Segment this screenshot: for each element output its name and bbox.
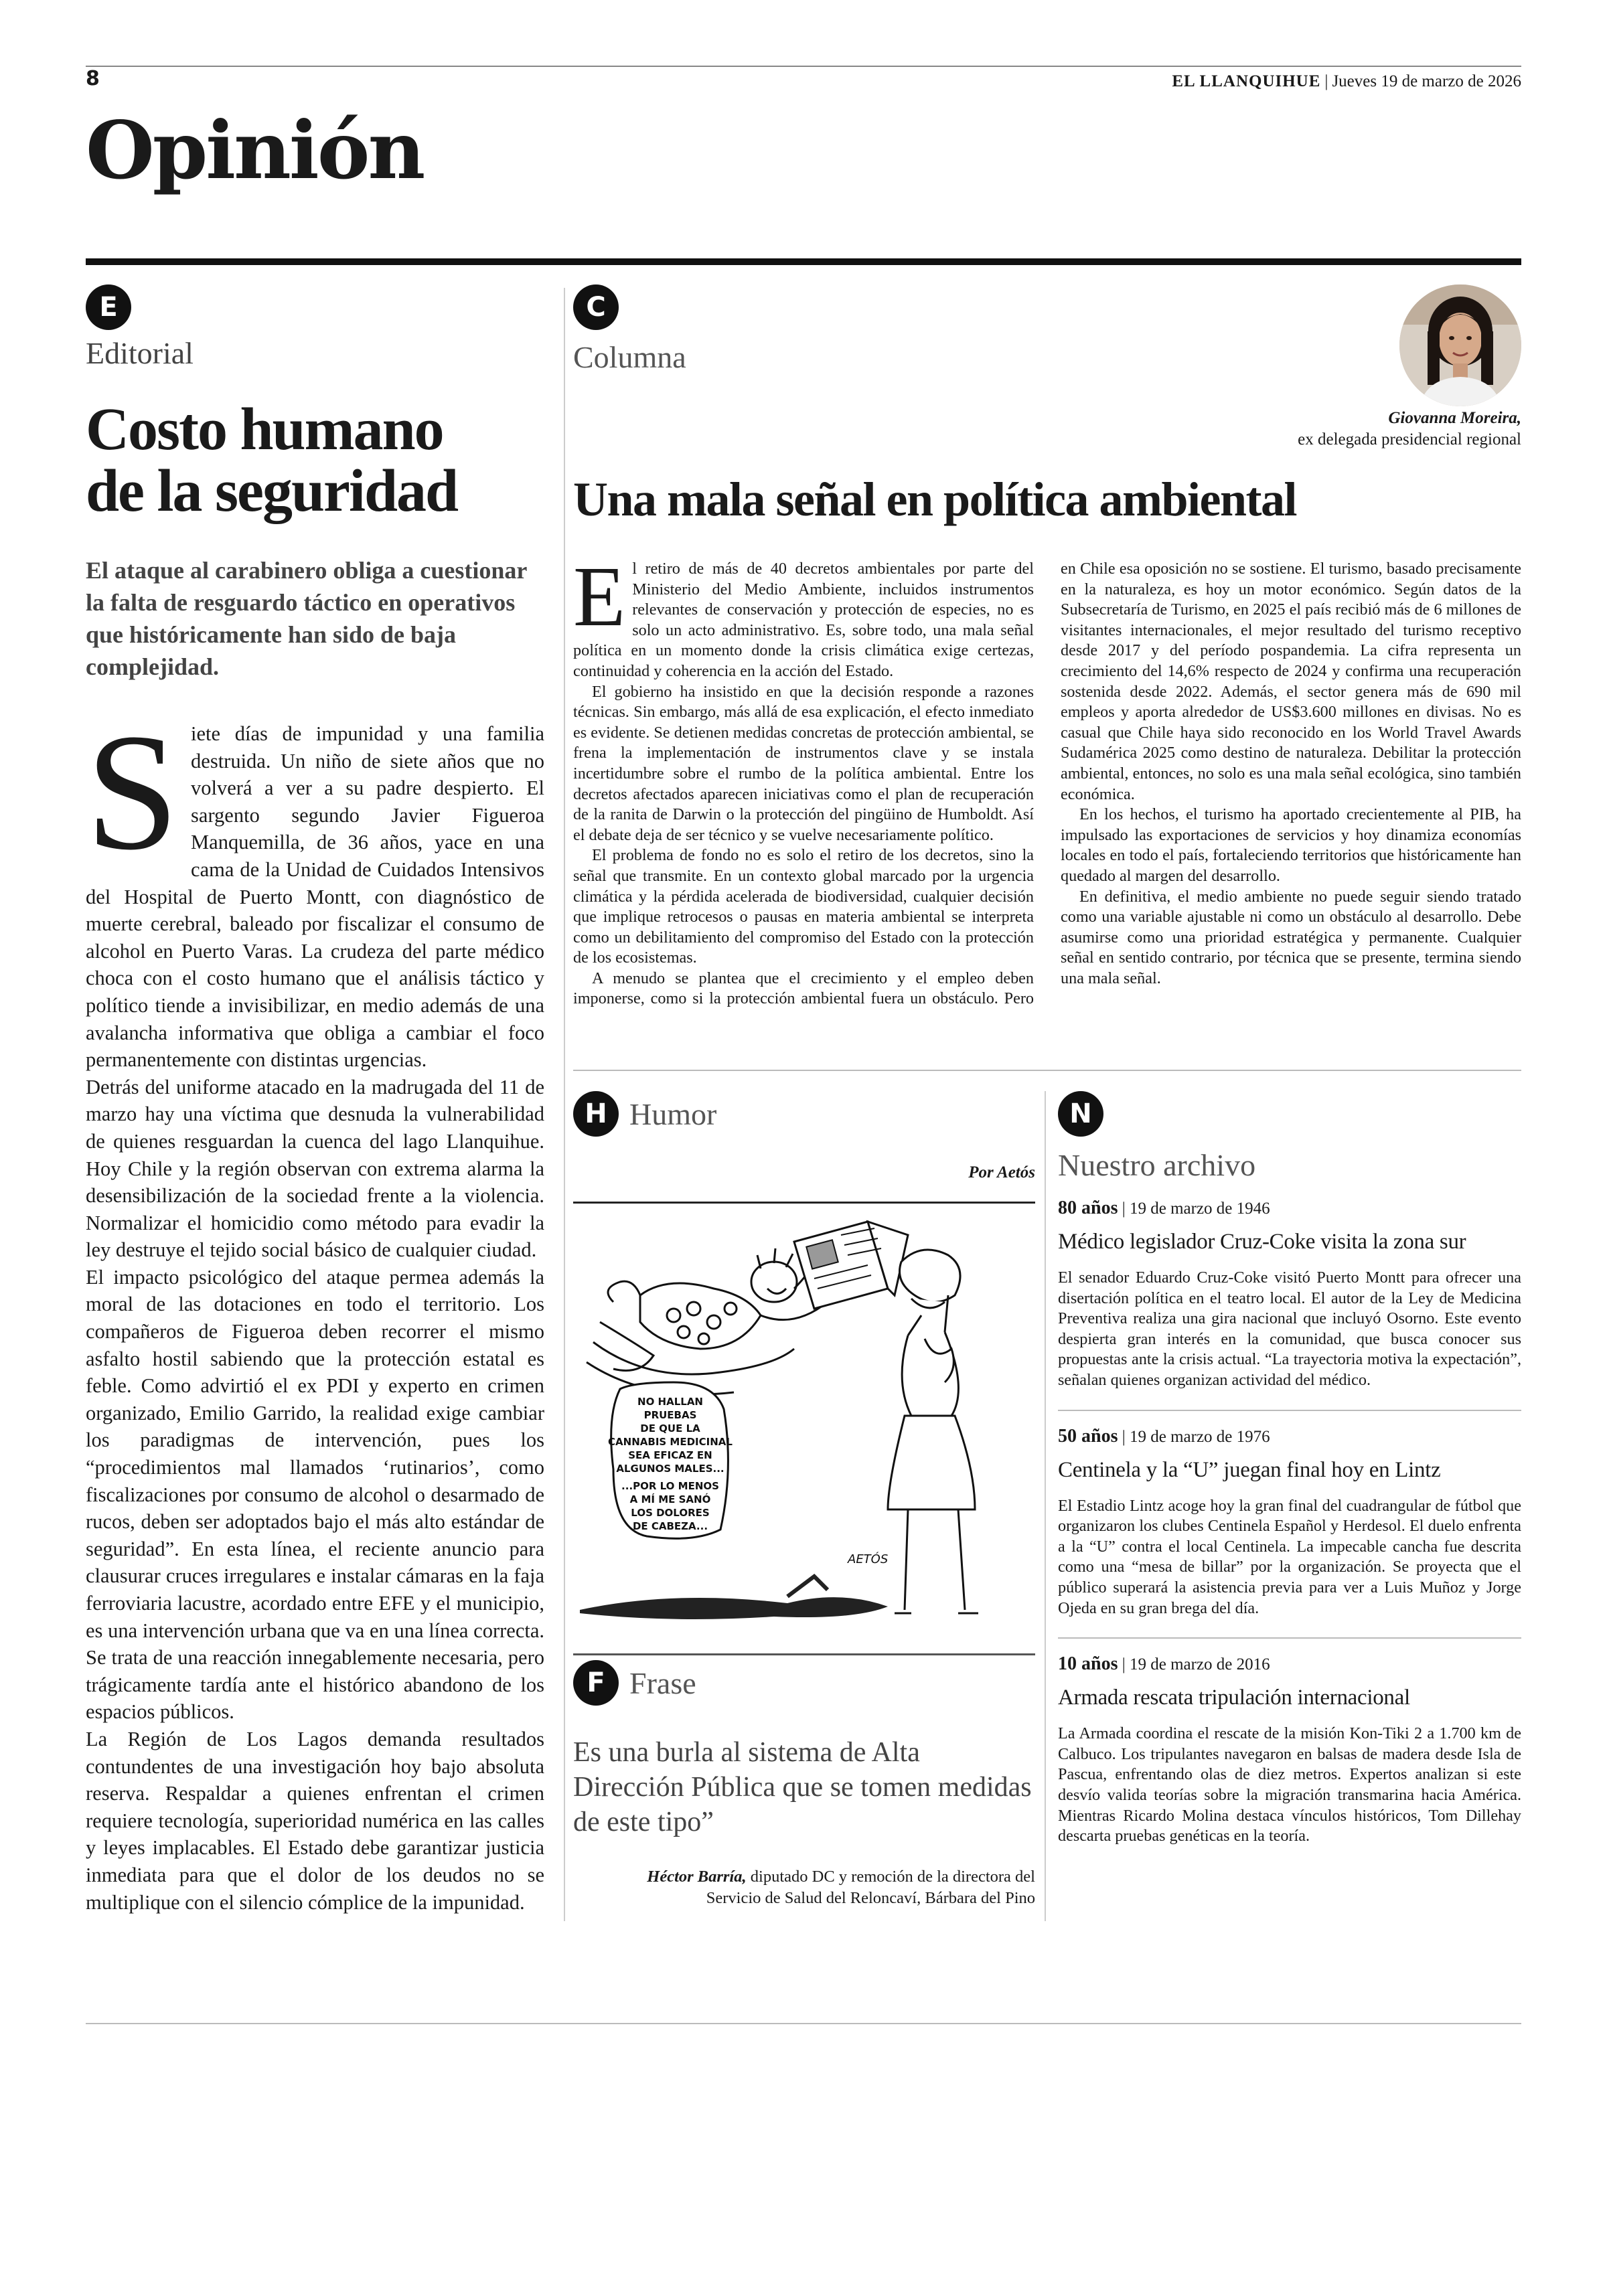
author-avatar xyxy=(1399,284,1521,406)
editorial-column xyxy=(86,284,544,1916)
humor-header xyxy=(573,1091,1035,1137)
editorial-paragraph: Detrás del uniforme atacado en la madrugada del 11 de marzo hay una víctima que desnuda la vulnerabilidad de quienes resguardan la cuenca del lago Llanquihue. Hoy Chile y la región observan con extrema alarma la desensibilización de la sociedad frente a la violencia. Normalizar el homicidio como método para evadir la ley destruye el tejido social básico de cualquier ciudad. xyxy=(86,1075,544,1262)
quote-citation xyxy=(573,1866,1035,1909)
brand-name: EL LLANQUIHUE xyxy=(1172,72,1321,90)
quote-author-role-line2: Servicio de Salud del Reloncaví, Bárbara del Pino xyxy=(706,1889,1035,1907)
archive-headline: Médico legislador Cruz-Coke visita la zona sur xyxy=(1058,1230,1466,1254)
humor-title: Humor xyxy=(629,1096,717,1131)
page-number: 8 xyxy=(86,67,100,90)
bubble-line: A MÍ ME SANÓ xyxy=(629,1493,711,1505)
archive-section xyxy=(1058,1091,1521,1847)
archive-date: 80 años | 19 de marzo de 1946 xyxy=(1058,1198,1270,1218)
bubble-line: LOS DOLORES xyxy=(631,1507,710,1519)
quote-text: Es una burla al sistema de Alta Dirección Pública que se tomen medidas de este tipo” xyxy=(573,1737,1032,1837)
editorial-paragraph: El impacto psicológico del ataque permea además la moral de las dotaciones en todo el territorio. Los compañeros de Figueroa deben recorrer el mismo asfalto hostil sabiendo que la protección estatal es feble. Como advirtió el ex PDI y experto en crimen organizado, Emilio Garrido, la realidad exige cambiar los paradigmas de intervención, pues los “procedimientos mal llamados ‘rutinarios’, como fiscalizaciones por consumo de alcohol o desarmado de rucos, deben ser adoptados bajo el más alto estándar de seguridad”. En esta línea, el reciente anuncio para clausurar cruces irregulares e instalar cámaras en la faja ferroviaria lacustre, acordado entre EFE y el municipio, es una intervención urbana que va en una línea correcta. Se trata de una reacción innegablemente necesaria, pero trágicamente tardía ante el histórico abandono de los espacios públicos. xyxy=(86,1265,544,1724)
archive-body: El Estadio Lintz acoge hoy la gran final del cuadrangular de fútbol que organizaron los clubes Centinela Español y Herdesol. El duelo enfrenta a la “U” contra el local Centinela. La impecable cancha fue descrita como una “mesa de billar” por la organización. Se proyecta que el público superará la asistencia previa para ver a Luis Muñoz y Jorge Ojeda en su gran brega del día. xyxy=(1058,1496,1521,1617)
column-divider xyxy=(1045,1091,1046,1921)
quote-section xyxy=(573,1660,1035,1909)
editorial-headline-line1: Costo humano xyxy=(86,396,443,463)
masthead xyxy=(1172,72,1521,91)
quote-author: Héctor Barría, xyxy=(647,1868,747,1886)
humor-author: Por Aetós xyxy=(968,1163,1035,1181)
bubble-line: PRUEBAS xyxy=(643,1409,697,1421)
editorial-headline-line2: de la seguridad xyxy=(86,458,458,524)
bubble-line: DE CABEZA... xyxy=(632,1520,708,1532)
editorial-dropcap: S xyxy=(86,700,179,885)
archive-title: Nuestro archivo xyxy=(1058,1148,1256,1182)
author-name: Giovanna Moreira, xyxy=(1388,409,1521,427)
section-title: Opinión xyxy=(86,104,424,197)
bubble-line: ALGUNOS MALES... xyxy=(616,1463,724,1475)
column-divider xyxy=(564,288,565,1921)
column-paragraph: El problema de fondo no es solo el retiro de los decretos, sino la señal que transmite. En un contexto global marcado por la urgencia climática y la pérdida acelerada de biodiversidad, cualquier decisión que implique retrocesos o pausas en materia ambiental se interpreta como un debilitamiento del compromiso del Estado con la protección de los ecosistemas. xyxy=(573,846,1034,967)
column-dropcap: E xyxy=(573,549,626,644)
column-paragraph: El gobierno ha insistido en que la decisión responde a razones técnicas. Sin embargo, más allá de esa explicación, el efecto inmediato es evidente. Se detienen medidas concretas de protección ambiental, se frena la implementación de instrumentos clave y se instala incertidumbre sobre el rumbo de la política ambiental. Entre los decretos afectados aparecen iniciativas como el plan de recuperación de la ranita de Darwin o la protección del pingüino de Humboldt. Así el debate deja de ser técnico y se vuelve necesariamente político. xyxy=(573,682,1034,844)
column-body xyxy=(573,549,1521,1009)
column-paragraph: En definitiva, el medio ambiente no puede seguir siendo tratado como una variable ajustable ni como un obstáculo al desarrollo. Debe asumirse como una prioridad estratégica y permanente. Cualquier señal en sentido contrario, por técnica que se presente, termina siendo una mala señal. xyxy=(1061,887,1521,987)
editorial-body xyxy=(86,700,544,1916)
masthead-separator: | xyxy=(1324,72,1328,90)
bubble-line: DE QUE LA xyxy=(640,1422,700,1434)
archive-body: La Armada coordina el rescate de la misión Kon-Tiki 2 a 1.700 km de Calbuco. Los tripulantes navegaron en balsas de madera desde Isla de Pascua, enfrentando olas de diez metros. Expertos analizan si este desvío valida teorías sobre la migración transmarina hacia América. Mientras Ricardo Molina destaca vínculos históricos, Tom Dillehay descarta pruebas genéticas en la teoría. xyxy=(1058,1724,1521,1846)
section-rule xyxy=(86,258,1521,265)
archive-item xyxy=(1058,1198,1521,1411)
editorial-badge: E xyxy=(86,284,131,330)
archive-date: 10 años | 19 de marzo de 2016 xyxy=(1058,1653,1270,1675)
quote-title: Frase xyxy=(629,1665,696,1700)
archive-headline: Centinela y la “U” juegan final hoy en Lintz xyxy=(1058,1457,1441,1482)
author-role: ex delegada presidencial regional xyxy=(1298,430,1521,448)
humor-section xyxy=(573,1091,1035,1566)
column-bottom-rule xyxy=(573,1070,1521,1071)
quote-author-role: diputado DC y remoción de la directora del xyxy=(746,1868,1035,1886)
editorial-paragraph: Siete días de impunidad y una familia destruida. Un niño de siete años que no volverá a ver a su padre despierto. El sargento segundo Javier Figueroa Manquemilla, de 36 años, yace en una cama de la Unidad de Cuidados Intensivos del Hospital de Puerto Montt, con diagnóstico de muerte cerebral, baleado por fiscalizar el consumo de alcohol en Puerto Varas. La crudeza del parte médico choca con el costo humano que el análisis táctico y político tiende a invisibilizar, en medio además de una avalancha informativa que obliga a cambiar el foco permanentemente con distintas urgencias. xyxy=(86,700,544,1072)
humor-rule xyxy=(573,1202,1035,1204)
column-paragraph: En los hechos, el turismo ha aportado crecientemente al PIB, ha impulsado las exportaciones de servicios y hoy dinamiza economías locales en todo el país, fortaleciendo territorios que históricamente han quedado al margen del desarrollo. xyxy=(1061,805,1521,885)
humor-badge: H xyxy=(573,1091,619,1137)
cartoon-drawing-icon xyxy=(573,1215,1035,1650)
top-rule xyxy=(86,66,1521,67)
bubble-line: ...POR LO MENOS xyxy=(621,1480,719,1492)
cartoon-signature: AETÓS xyxy=(848,1552,889,1566)
cartoon-illustration xyxy=(573,1215,1035,1650)
humor-bottom-rule xyxy=(573,1653,1035,1655)
quote-header xyxy=(573,1660,1035,1706)
column-badge: C xyxy=(573,284,619,330)
bubble-line: SEA EFICAZ EN xyxy=(628,1449,712,1461)
archive-date: 50 años | 19 de marzo de 1976 xyxy=(1058,1425,1270,1447)
newspaper-page xyxy=(86,0,1521,2296)
archive-body: El senador Eduardo Cruz-Coke visitó Puerto Montt para ofrecer una disertación política en el teatro local. El autor de la Ley de Medicina Preventiva realiza una gira nacional que incluyó Osorno. Este evento despierta gran interés en la comunidad, que busca conocer sus propuestas ante la crisis actual. “La trayectoria motiva la expectación”, señalan quienes organizan actividad del médico. xyxy=(1058,1268,1521,1389)
editorial-paragraph: La Región de Los Lagos demanda resultados contundentes de una investigación hoy bajo absoluta reserva. Respaldar a quienes enfrentan el crimen requiere tecnología, superioridad numérica en las calles y leyes implacables. El Estado debe garantizar justicia inmediata para que el dolor de los deudos no se multiplique con el silencio cómplice de la impunidad. xyxy=(86,1727,544,1914)
archive-rule xyxy=(1058,1410,1521,1411)
column-paragraph: El retiro de más de 40 decretos ambientales por parte del Ministerio del Medio Ambiente, incluidos instrumentos relevantes de conservación y protección de especies, no es solo un acto administrativo. Es, sobre todo, una mala señal política en un momento donde la crisis climática exige certezas, continuidad y coherencia en la acción del Estado. xyxy=(573,549,1034,680)
editorial-headline xyxy=(86,396,544,524)
bubble-line: NO HALLAN xyxy=(637,1396,703,1408)
bottom-rule xyxy=(86,2023,1521,2024)
quote-badge: F xyxy=(573,1660,619,1706)
editorial-lede: El ataque al carabinero obliga a cuestionar la falta de resguardo táctico en operativos que históricamente han sido de baja complejidad. xyxy=(86,557,527,680)
archive-rule xyxy=(1058,1637,1521,1639)
editorial-kicker: Editorial xyxy=(86,336,194,370)
archive-headline: Armada rescata tripulación internacional xyxy=(1058,1686,1410,1710)
archive-item xyxy=(1058,1653,1521,1847)
archive-badge: N xyxy=(1058,1091,1103,1137)
bubble-line: CANNABIS MEDICINAL xyxy=(608,1436,733,1448)
column-headline: Una mala señal en política ambiental xyxy=(573,473,1297,526)
column-kicker: Columna xyxy=(573,340,686,374)
issue-date: Jueves 19 de marzo de 2026 xyxy=(1332,72,1521,90)
column-paragraph: A menudo se plantea que el crecimiento y el empleo deben imponerse, como si la protección ambiental fuera un obstáculo. Pero en Chile esa oposición no se sostiene. El turismo, basado precisamente en la naturaleza, es hoy un motor económico. Según datos de la Subsecretaría de Turismo, en 2025 el país recibió más de 6 millones de visitantes internacionales, el mejor resultado del turismo receptivo desde 2017 y del período pospandemia. La cifra representa un crecimiento del 14,6% respecto de 2024 y confirma una recuperación sostenida desde 2022. Además, el sector genera más de 690 mil empleos y aporta alrededor de US$3.600 millones en divisas. No es casual que Chile haya sido reconocido en los World Travel Awards Sudamérica 2025 como destino de naturaleza. Debilitar la protección ambiental, entonces, no solo es una mala señal ecológica, sino también económica. xyxy=(573,560,1521,1008)
author-portrait-icon xyxy=(1399,284,1521,406)
archive-item xyxy=(1058,1426,1521,1639)
opinion-column xyxy=(573,284,1521,1008)
